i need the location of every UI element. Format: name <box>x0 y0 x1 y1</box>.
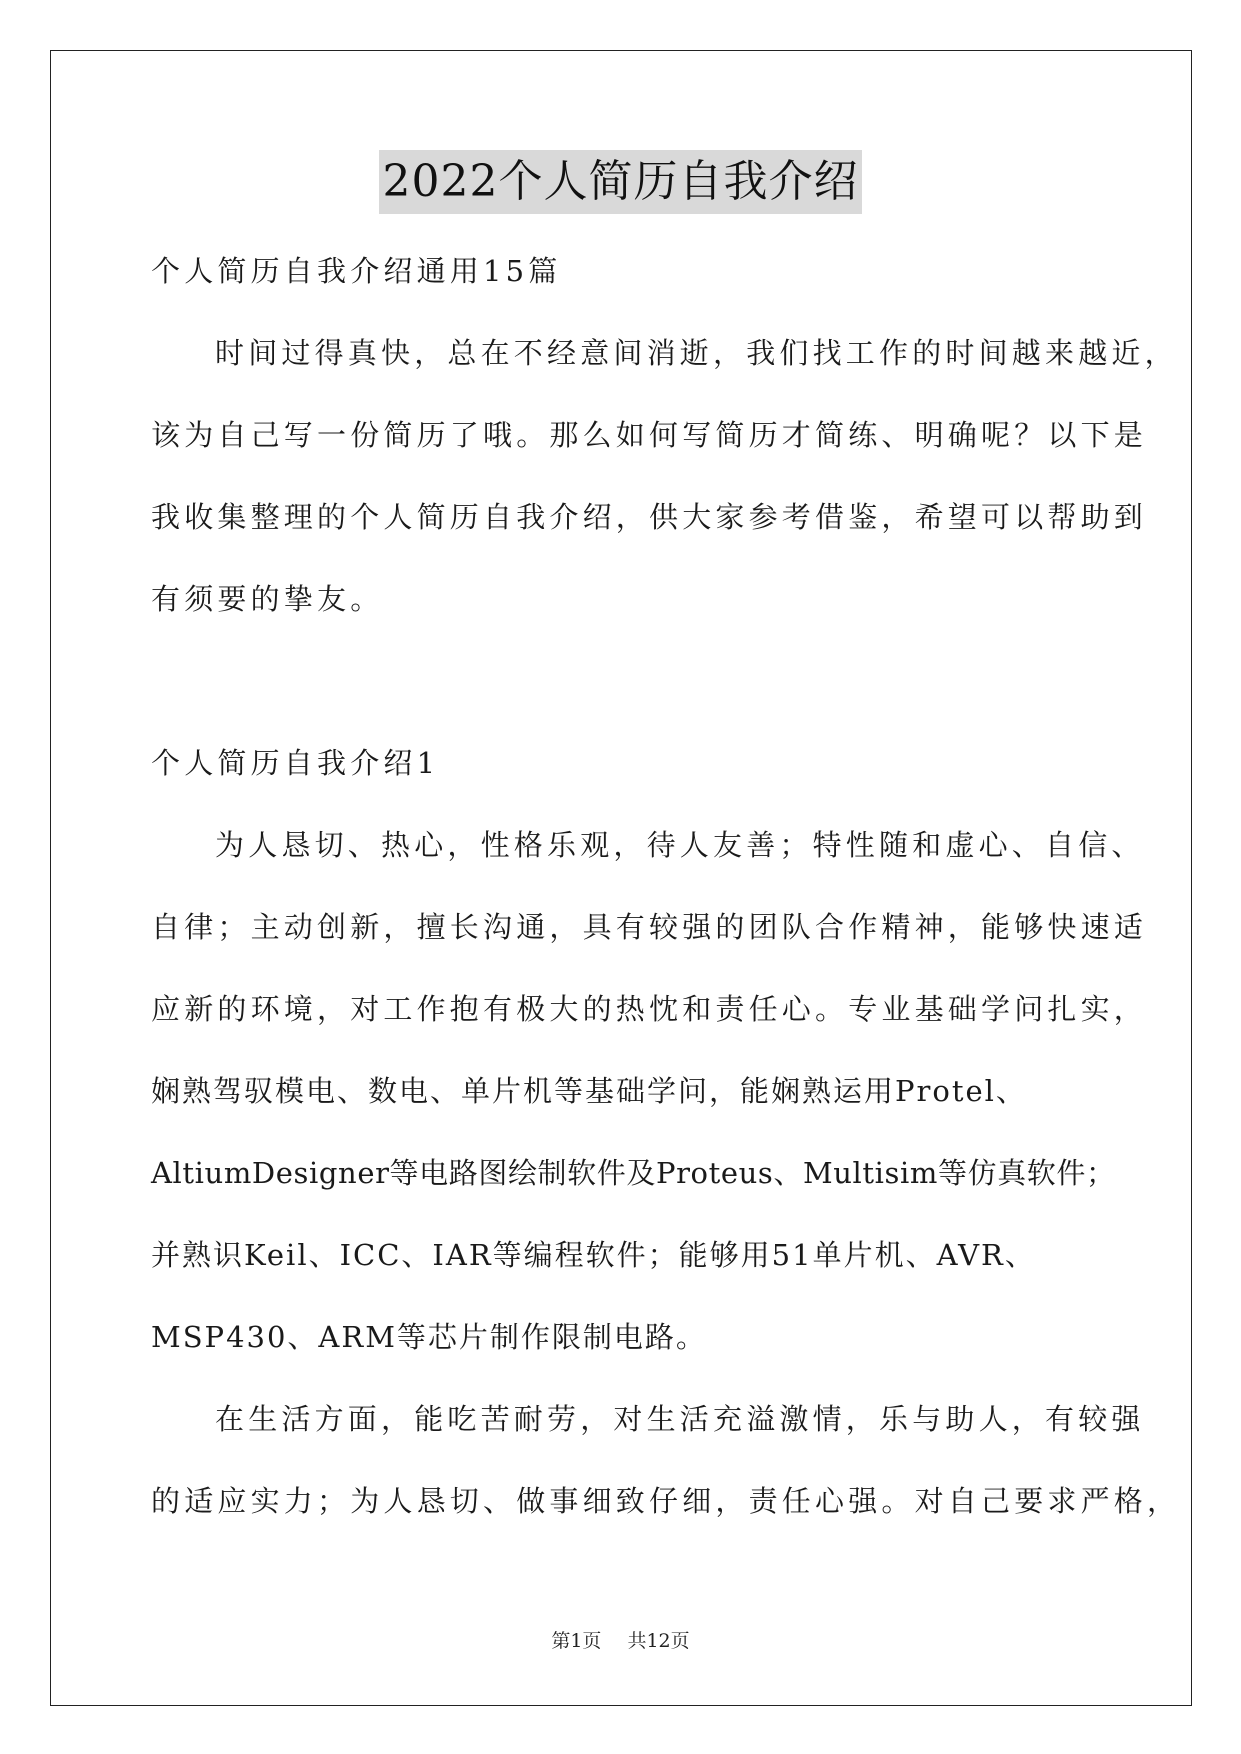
intro-line: 我收集整理的个人简历自我介绍，供大家参考借鉴，希望可以帮助到 <box>151 500 1148 534</box>
paragraph-line: 在生活方面，能吃苦耐劳，对生活充溢激情，乐与助人，有较强 <box>215 1402 1145 1436</box>
paragraph-line: 并熟识Keil、ICC、IAR等编程软件；能够用51单片机、AVR、 <box>151 1238 1036 1272</box>
section-heading: 个人简历自我介绍1 <box>151 746 440 780</box>
intro-line: 有须要的挚友。 <box>151 582 384 616</box>
page-footer <box>0 1626 1241 1653</box>
paragraph-line: AltiumDesigner等电路图绘制软件及Proteus、Multisim等仿真软件； <box>151 1156 1116 1190</box>
paragraph-line: 娴熟驾驭模电、数电、单片机等基础学问，能娴熟运用Protel、 <box>151 1074 1027 1108</box>
document-subtitle: 个人简历自我介绍通用15篇 <box>151 254 562 288</box>
document-title: 2022个人简历自我介绍 <box>379 150 863 214</box>
paragraph-line: 自律；主动创新，擅长沟通，具有较强的团队合作精神，能够快速适 <box>151 910 1148 944</box>
page-total: 共12页 <box>627 1630 690 1652</box>
paragraph-line: 为人恳切、热心，性格乐观，待人友善；特性随和虚心、自信、 <box>215 828 1145 862</box>
paragraph-line: MSP430、ARM等芯片制作限制电路。 <box>151 1320 707 1354</box>
paragraph-line: 应新的环境，对工作抱有极大的热忱和责任心。专业基础学问扎实， <box>151 992 1148 1026</box>
document-body <box>151 230 1181 1542</box>
intro-line: 时间过得真快，总在不经意间消逝，我们找工作的时间越来越近， <box>215 336 1178 370</box>
paragraph-line: 的适应实力；为人恳切、做事细致仔细，责任心强。对自己要求严格， <box>151 1484 1181 1518</box>
paragraph-spacer <box>151 640 1111 722</box>
title-container <box>0 150 1241 214</box>
intro-line: 该为自己写一份简历了哦。那么如何写简历才简练、明确呢？以下是 <box>151 418 1148 452</box>
page-number: 第1页 <box>551 1630 602 1652</box>
